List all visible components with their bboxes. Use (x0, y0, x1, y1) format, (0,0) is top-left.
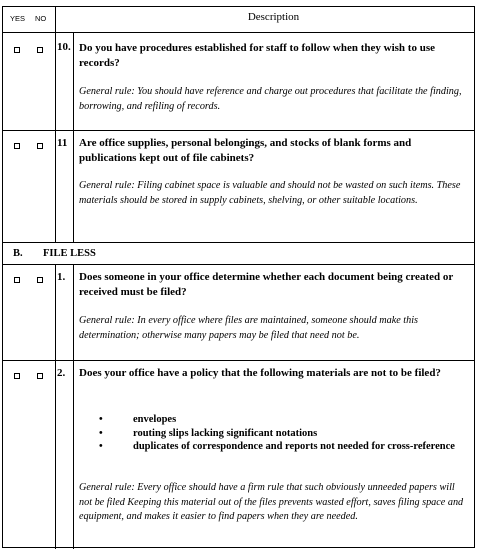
item-question: Does your office have a policy that the following materials are not to be filed? (79, 367, 441, 379)
item-question: Does someone in your office determine whether each document being created or received must be filed? (79, 271, 454, 298)
bullet-icon: • (99, 441, 103, 452)
section-title: FILE LESS (43, 248, 96, 259)
item-number: 2. (57, 367, 66, 379)
item-row-1 (3, 264, 474, 360)
yes-checkbox[interactable] (14, 373, 20, 379)
header-row (3, 7, 474, 32)
item-row-2 (3, 360, 474, 549)
yes-checkbox[interactable] (14, 143, 20, 149)
header-description: Description (247, 11, 300, 23)
no-checkbox[interactable] (37, 277, 43, 283)
no-checkbox[interactable] (37, 143, 43, 149)
header-no: NO (35, 14, 47, 23)
bullet-icon: • (99, 414, 103, 425)
section-letter: B. (13, 248, 23, 259)
section-heading (13, 248, 96, 259)
no-checkbox[interactable] (37, 47, 43, 53)
list-item: • duplicates of correspondence and reports not needed for cross-reference (99, 441, 455, 452)
excluded-materials-list (99, 413, 458, 454)
checklist-table (2, 6, 475, 548)
item-general-rule: General rule: In every office where files are maintained, someone should make this determination; otherwise many papers may be filed that need not be. (79, 315, 419, 341)
bullet-icon: • (99, 427, 103, 439)
yes-checkbox[interactable] (14, 47, 20, 53)
item-question: Do you have procedures established for staff to follow when they wish to use records? (79, 42, 435, 69)
item-general-rule: General rule: Filing cabinet space is valuable and should not be wasted on such items. These materials should be stored in supply cabinets, shelving, or other suitable locations. (79, 180, 461, 206)
item-general-rule: General rule: Every office should have a firm rule that such obviously unneeded papers will not be filed Keeping this material out of the files prevents wasted effort, saves filing space and equipment, and makes it easier to find papers when they are needed. (79, 482, 464, 522)
section-row (3, 242, 474, 264)
item-number: 1. (57, 271, 66, 283)
list-item: • routing slips lacking significant notations (99, 427, 318, 439)
item-row-11 (3, 130, 474, 242)
item-number: 10. (57, 41, 71, 53)
yes-checkbox[interactable] (14, 277, 20, 283)
item-row-10 (3, 32, 474, 130)
header-yes: YES (10, 14, 26, 23)
list-item: • envelopes (99, 414, 177, 425)
header-number-cell (55, 7, 73, 32)
item-question: Are office supplies, personal belongings, and stocks of blank forms and publications kept out of file cabinets? (79, 137, 412, 164)
no-checkbox[interactable] (37, 373, 43, 379)
item-number: 11 (57, 137, 68, 149)
item-general-rule: General rule: You should have reference and charge out procedures that facilitate the finding, borrowing, and refiling of records. (79, 86, 462, 112)
